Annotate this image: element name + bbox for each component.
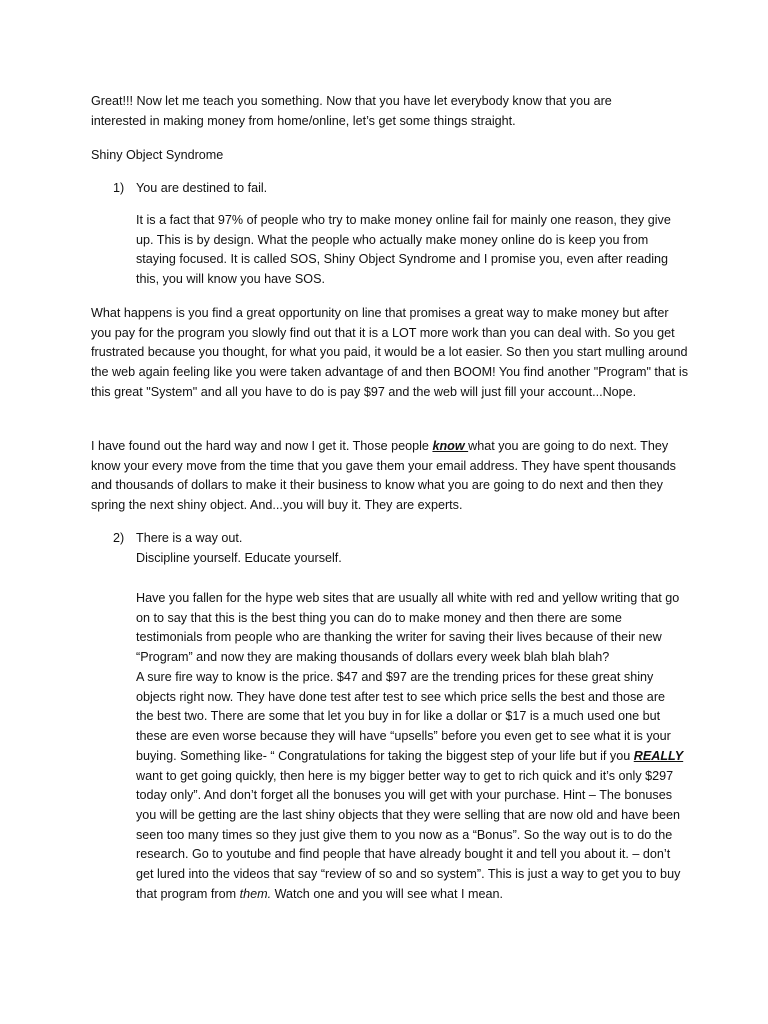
item-2-p2-emphasis: REALLY	[633, 748, 684, 763]
item-1-title: You are destined to fail.	[136, 181, 268, 195]
item-1-number: 1)	[113, 181, 125, 195]
item-2-heading	[136, 529, 686, 568]
found-out-text-after: what you are going to do next. They know your every move from the time that you gave them your email address. They have spent thousands and thousands of dollars to make it their business to know what you are going to do next and then they spring the next shiny object. And...you will buy it. They are experts.	[91, 439, 676, 513]
intro-line-1: Great!!! Now let me teach you something. Now that you have let everybody know that you are	[91, 94, 612, 108]
item-2-subtitle: Discipline yourself. Educate yourself.	[136, 550, 342, 565]
item-2-p2-middle: want to get going quickly, then here is my bigger better way to get to rich quick and it’s only $297 today only”. And don’t forget all the bonuses you will get with your purchase. Hint – The bonuses you will be getting are the last shiny objects that they were selling that are now old and have been seen too many times so they just give them to you now as a “Bonus”. So the way out is to do the research. Go to youtube and find people that have already bought it and tell you about it. – don’t get lured into the videos that say “review of so and so system”. This is just a way to get you to buy that program from	[136, 768, 681, 901]
paragraph-what-happens: What happens is you find a great opportunity on line that promises a great way to make money but after you pay for the program you slowly find out that it is a LOT more work than you can deal with. So you get frustrated because you thought, for what you paid, it would be a lot easier. So then you start mulling around the web again feeling like you were taken advantage of and then BOOM! You find another "Program" that is this great "System" and all you have to do is pay $97 and the web will just fill your account...Nope.	[91, 306, 689, 399]
item-2-p2-italic: them.	[239, 886, 272, 901]
found-out-text-before: I have found out the hard way and now I get it. Those people	[91, 439, 433, 453]
intro-line-2: interested in making money from home/online, let’s get some things straight.	[91, 113, 516, 128]
item-2-p2-after: Watch one and you will see what I mean.	[271, 886, 504, 901]
found-out-emphasis: know	[432, 439, 469, 453]
item-2-title: There is a way out.	[136, 531, 243, 545]
section-heading: Shiny Object Syndrome	[91, 148, 224, 162]
intro-paragraph	[91, 92, 691, 131]
item-2-paragraph-1: Have you fallen for the hype web sites that are usually all white with red and yellow writing that go on to say that this is the best thing you can do to make money and then there are some testimonials from people who are thanking the writer for saving their lives because of their new “Program” and now they are making thousands of dollars every week blah blah blah?	[136, 591, 680, 665]
item-1-body: It is a fact that 97% of people who try to make money online fail for mainly one reason, they give up. This is by design. What the people who actually make money online do is keep you from staying focused. It is called SOS, Shiny Object Syndrome and I promise you, even after reading this, you will know you have SOS.	[136, 213, 671, 287]
item-2-p2-before: A sure fire way to know is the price. $47 and $97 are the trending prices for these great shiny objects right now. They have done test after test to see which price sells the best and those are the best two. There are some that let you buy in for like a dollar or $17 is a much used one but these are even worse because they will have “upsells” before you even get to see what it is your buying. Something like- “ Congratulations for taking the biggest step of your life but if you	[136, 670, 671, 763]
paragraph-found-out	[91, 437, 691, 516]
item-2-number: 2)	[113, 531, 125, 545]
item-2-paragraph-2	[136, 668, 686, 904]
